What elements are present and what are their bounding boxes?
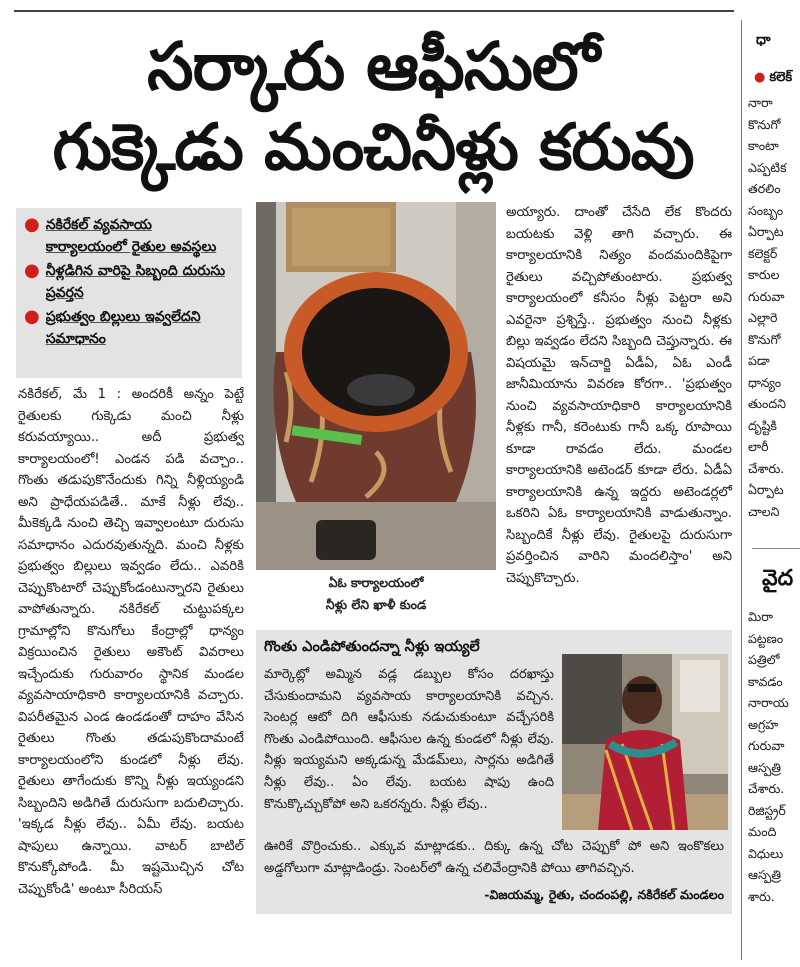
adjacent-text-line: ఆస్పత్రి xyxy=(748,759,782,775)
adjacent-highlight-text: కలెక్ xyxy=(769,70,793,85)
adjacent-text-line: ఏర్పాట xyxy=(748,224,784,239)
adjacent-article-text xyxy=(748,92,800,522)
adjacent-highlight xyxy=(754,70,792,88)
photo-caption-line-1: ఏఓ కార్యాలయంలో xyxy=(328,575,424,590)
adjacent-text-line: తుందని xyxy=(748,396,786,411)
article-column-1: నకిరేకల్, మే 1 : అందరికీ అన్నం పెట్టే రైతులకు గుక్కెడు మంచి నీళ్లు కరువయ్యాయి.. అదీ ప్రభుత్వ కార్యాలయంలో! ఎండన పడి వచ్చాం.. గొంతు తడుపుకొనేందుకు గిన్ని నీళ్లియ్యండి అని ప్రాధేయపడితే.. మాకే నీళ్లు లేవు.. మీకెక్కడి నుంచి తెచ్చి ఇవ్వాలంటూ దురుసు సమాధానం ఎదురవుతున్నది. మంచి నీళ్లకు ప్రభుత్వం బిల్లులు ఇవ్వడం లేదు.. ఎవరికి చెప్పుకొంటారో చెప్పుకోండంటున్నారని రైతులు వాపోతున్నారు. నకిరేకల్ చుట్టుపక్కల గ్రామాల్లోని కొనుగోలు కేంద్రాల్లో ధాన్యం విక్రయించిన రైతులు అకౌంట్ వివరాలు ఇచ్చేందుకు గురువారం స్థానిక మండల వ్యవసాయాధికారి కార్యాలయానికి వచ్చారు. విపరీతమైన ఎండ ఉండడంతో దాహం వేసిన రైతులు గొంతు తడుపుకొందామంటే కార్యాలయంలోని కుండలో నీళ్లు లేవు. రైతులు తాగేందుకు కొన్ని నీళ్లు ఇయ్యండని సిబ్బందిని అడిగితే దురుసుగా బదులిచ్చారు. 'ఇక్కడ నీళ్లు లేవు.. ఏమీ లేవు. బయట షాపులు ఉన్నాయి. వాటర్ బాటిల్ కొనుక్కోపోండి. మీ ఇష్టమొచ్చిన చోట చెప్పుకోండి' అంటూ సీరియస్ xyxy=(18,387,244,897)
adjacent-text-line: కాంటా xyxy=(748,138,779,153)
highlight-item xyxy=(24,214,234,258)
top-rule xyxy=(14,10,734,12)
adjacent-text-line: మంది xyxy=(748,824,777,839)
adjacent-text-line: నారా xyxy=(748,95,773,110)
adjacent-text-line: కారుల xyxy=(748,267,780,282)
adjacent-text-line: గురువా xyxy=(748,738,785,753)
adjacent-article-text-2 xyxy=(748,606,800,907)
adjacent-text-line: ధాన్యం xyxy=(748,374,782,390)
adjacent-text-line: పట్టణం xyxy=(748,630,784,646)
adjacent-text-line: ఆస్పత్రి xyxy=(748,867,782,882)
bullet-icon: ● xyxy=(24,214,40,235)
adjacent-text-line: ఎల్లారె xyxy=(748,310,778,325)
adjacent-text-line: శారు. xyxy=(748,888,775,904)
bullet-icon: ● xyxy=(24,260,40,281)
bullet-icon: ● xyxy=(754,70,766,85)
adjacent-text-line: తరలిం xyxy=(748,181,781,196)
photo-caption xyxy=(256,572,496,624)
adjacent-text-line: ఏర్పాట xyxy=(748,482,784,497)
highlight-text: నీళ్లడిగిన వారిపై సిబ్బంది దురుసు ప్రవర్తన xyxy=(45,263,226,301)
farmer-quote-body-continued: ఊరికే వొర్రించుకు.. ఎక్కువ మాట్లాడకు.. దిక్కు ఉన్న చోట చెప్పుకో పో అని ఇంకొకలు అడ్డగోలుగా మాట్లాడిండ్రు. సెంటర్‌లో ఉన్న చలివేంద్రానికి పోయి తాగివచ్చిన. xyxy=(264,839,724,876)
adjacent-text-line: అగ్రహ xyxy=(748,716,779,732)
photo-caption-line-2: నీళ్లు లేని ఖాళీ కుండ xyxy=(325,597,427,612)
adjacent-text-line: పడా xyxy=(748,353,770,368)
farmer-quote-credit: -విజయమ్మ, రైతు, చందంపల్లి, నకిరేకల్ మండలం xyxy=(484,887,724,902)
headline xyxy=(14,28,732,190)
adjacent-text-line: కొనుగో xyxy=(748,116,781,132)
adjacent-text-line: కావడం xyxy=(748,673,783,689)
adjacent-headline-2: వైద xyxy=(762,566,794,591)
adjacent-text-line: రిజిస్ట్రర్ xyxy=(748,802,786,818)
adjacent-text-line: కొనుగో xyxy=(748,331,781,347)
highlight-text: నకిరేకల్ వ్యవసాయ కార్యాలయంలో రైతుల అవస్థలు xyxy=(45,217,217,255)
water-pot-photo xyxy=(256,202,496,570)
adjacent-text-line: విధులు xyxy=(748,845,784,861)
highlight-item xyxy=(24,260,234,304)
adjacent-text-line: ఎప్పటిక xyxy=(748,159,787,175)
adjacent-text-line: దృష్టికి xyxy=(748,417,777,433)
adjacent-text-line: చేశారు. xyxy=(748,460,785,476)
highlight-item xyxy=(24,306,234,350)
adjacent-text-line: పత్రిలో xyxy=(748,652,780,667)
adjacent-text-line: గురువా xyxy=(748,288,785,304)
adjacent-headline: ధా xyxy=(756,32,771,48)
adjacent-text-line: చేశారు. xyxy=(748,781,785,796)
headline-line-2: గుక్కెడు మంచినీళ్లు కరువు xyxy=(52,111,694,185)
farmer-portrait-illustration xyxy=(562,654,728,830)
water-pot-illustration xyxy=(256,202,496,570)
adjacent-divider xyxy=(752,548,800,549)
farmer-quote-body: మార్కెట్లో అమ్మిన వడ్ల డబ్బుల కోసం దరఖాస్తు చేసుకుందామని వ్యవసాయ కార్యాలయానికి వచ్చిన. సెంటర్ల ఆటో దిగి ఆఫీసుకు నడుచుకుంటూ వచ్చేసరికి గొంతు ఎండిపోయింది. ఆఫీసుల ఉన్న కుండలో నీళ్లు లేవు. నీళ్లు ఇయ్యమని అక్కడున్న మేడమ్‌లు, సార్లను అడిగితే నీళ్లు లేవు.. ఏం లేవు. బయట షాపు ఉంది కొనుక్కొచ్చుకోపో అని ఒకరన్నరు. నీళ్లు లేవు.. xyxy=(264,667,554,812)
adjacent-text-line: నారాయ xyxy=(748,695,789,710)
adjacent-text-line: మిరా xyxy=(748,609,773,624)
farmer-portrait-photo xyxy=(562,654,728,830)
highlights-box xyxy=(16,208,242,378)
article-column-3: అయ్యారు. దాంతో చేసేది లేక కొందరు బయటకు వెళ్లి తాగి వచ్చారు. ఈ కార్యాలయానికి నిత్యం వందమందికిపైగా రైతులు వచ్చిపోతుంటారు. ప్రభుత్వ కార్యాలయంలో కనీసం నీళ్లు పెట్టరా అని ఎవరైనా ప్రశ్నిస్తే.. ప్రభుత్వం నుంచి నీళ్లకు బిల్లు ఇవ్వడం లేదని సిబ్బంది చెప్తున్నారు. ఈ విషయమై ఇన్‌చార్జి ఏడీఏ, ఏఓ ఎండీ జానీమియాను వివరణ కోరగా.. 'ప్రభుత్వం నుంచి వ్యవసాయాధికారి కార్యాలయానికి నీళ్లకు గానీ, కరెంటుకు గానీ ఒక్క రూపాయి కూడా రావడం లేదు. మండల కార్యాలయానికి అటెండర్ కూడా లేరు. ఏడీఏ కార్యాలయానికి ఉన్న ఇద్దరు అటెండర్లలో ఒకరిని ఏఓ కార్యాలయానికి వాడుతున్నాం. సిబ్బందికే నీళ్లు లేవు. రైతులపై దురుసుగా ప్రవర్తించిన వారిని మందలిస్తాం' అని చెప్పుకొచ్చారు. xyxy=(506,205,732,586)
headline-line-1: సర్కారు ఆఫీసులో xyxy=(147,28,599,105)
adjacent-article-strip xyxy=(748,0,800,967)
adjacent-text-line: సంబ్బం xyxy=(748,202,784,218)
adjacent-text-line: కలెక్టర్ xyxy=(748,245,778,261)
bullet-icon: ● xyxy=(24,306,40,327)
column-divider xyxy=(741,20,742,960)
farmer-quote-title: గొంతు ఎండిపోతుందన్నా నీళ్లు ఇయ్యలే xyxy=(264,639,480,655)
adjacent-text-line: చాలని xyxy=(748,503,780,519)
adjacent-text-line: లారీ xyxy=(748,439,769,454)
highlight-text: ప్రభుత్వం బిల్లులు ఇవ్వలేదని సమాధానం xyxy=(45,309,201,347)
